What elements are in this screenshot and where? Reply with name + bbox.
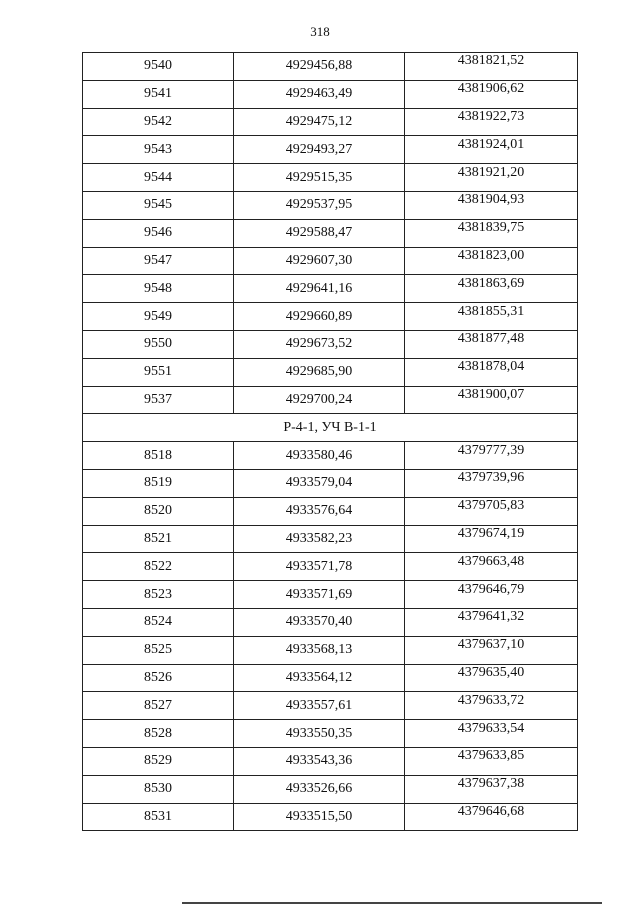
point-id-cell-value: 9541: [144, 86, 172, 102]
x-coordinate-cell-value: 4933568,13: [285, 642, 353, 658]
y-coordinate-cell-value: 4381921,20: [457, 164, 525, 180]
y-coordinate-cell: [405, 720, 578, 748]
point-id-cell-value: 8525: [144, 642, 172, 658]
y-coordinate-cell: [405, 497, 578, 525]
point-id-cell: [83, 191, 234, 219]
point-id-cell: [83, 720, 234, 748]
point-id-cell: [83, 80, 234, 108]
y-coordinate-cell-value: 4381906,62: [457, 81, 525, 97]
table-row: [83, 80, 578, 108]
point-id-cell-value: 8520: [144, 503, 172, 519]
point-id-cell: [83, 275, 234, 303]
y-coordinate-cell: [405, 747, 578, 775]
point-id-cell: [83, 497, 234, 525]
x-coordinate-cell: [234, 747, 405, 775]
table-row: [83, 720, 578, 748]
table-row: [83, 608, 578, 636]
x-coordinate-cell-value: 4933570,40: [285, 614, 353, 630]
y-coordinate-cell-value: 4379633,54: [457, 720, 525, 736]
point-id-cell-value: 9543: [144, 141, 172, 157]
point-id-cell: [83, 442, 234, 470]
y-coordinate-cell-value: 4381878,04: [457, 359, 525, 375]
point-id-cell: [83, 136, 234, 164]
x-coordinate-cell: [234, 191, 405, 219]
x-coordinate-cell: [234, 136, 405, 164]
x-coordinate-cell-value: 4929588,47: [285, 225, 353, 241]
y-coordinate-cell-value: 4381823,00: [457, 247, 525, 263]
y-coordinate-cell: [405, 469, 578, 497]
section-header-row: [83, 414, 578, 442]
point-id-cell-value: 8531: [144, 808, 172, 824]
y-coordinate-cell: [405, 219, 578, 247]
point-id-cell: [83, 608, 234, 636]
point-id-cell-value: 8528: [144, 725, 172, 741]
x-coordinate-cell-value: 4929515,35: [285, 169, 353, 185]
page-number: 318: [310, 24, 330, 39]
y-coordinate-cell: [405, 386, 578, 414]
x-coordinate-cell: [234, 358, 405, 386]
point-id-cell: [83, 636, 234, 664]
x-coordinate-cell: [234, 108, 405, 136]
x-coordinate-cell: [234, 219, 405, 247]
point-id-cell: [83, 525, 234, 553]
x-coordinate-cell-value: 4929475,12: [285, 113, 353, 129]
point-id-cell: [83, 108, 234, 136]
y-coordinate-cell: [405, 136, 578, 164]
y-coordinate-cell: [405, 442, 578, 470]
y-coordinate-cell: [405, 247, 578, 275]
y-coordinate-cell-value: 4379646,79: [457, 581, 525, 597]
point-id-cell-value: 8523: [144, 586, 172, 602]
table-row: [83, 525, 578, 553]
x-coordinate-cell-value: 4929660,89: [285, 308, 353, 324]
point-id-cell: [83, 692, 234, 720]
x-coordinate-cell: [234, 664, 405, 692]
table-row: [83, 53, 578, 81]
point-id-cell-value: 8524: [144, 614, 172, 630]
y-coordinate-cell-value: 4379635,40: [457, 664, 525, 680]
x-coordinate-cell-value: 4929641,16: [285, 280, 353, 296]
point-id-cell: [83, 164, 234, 192]
y-coordinate-cell: [405, 164, 578, 192]
y-coordinate-cell: [405, 108, 578, 136]
y-coordinate-cell: [405, 553, 578, 581]
table-row: [83, 747, 578, 775]
y-coordinate-cell-value: 4381900,07: [457, 386, 525, 402]
y-coordinate-cell-value: 4381904,93: [457, 192, 525, 208]
y-coordinate-cell: [405, 53, 578, 81]
table-row: [83, 692, 578, 720]
y-coordinate-cell-value: 4379637,38: [457, 776, 525, 792]
y-coordinate-cell: [405, 330, 578, 358]
y-coordinate-cell: [405, 775, 578, 803]
y-coordinate-cell-value: 4381821,52: [457, 53, 525, 69]
table-row: [83, 108, 578, 136]
table-row: [83, 275, 578, 303]
point-id-cell: [83, 358, 234, 386]
point-id-cell: [83, 53, 234, 81]
y-coordinate-cell: [405, 581, 578, 609]
y-coordinate-cell: [405, 636, 578, 664]
table-row: [83, 581, 578, 609]
x-coordinate-cell-value: 4933571,78: [285, 558, 353, 574]
point-id-cell-value: 8529: [144, 753, 172, 769]
y-coordinate-cell: [405, 303, 578, 331]
x-coordinate-cell-value: 4929493,27: [285, 141, 353, 157]
x-coordinate-cell-value: 4929607,30: [285, 252, 353, 268]
table-row: [83, 553, 578, 581]
point-id-cell: [83, 553, 234, 581]
x-coordinate-cell: [234, 692, 405, 720]
x-coordinate-cell-value: 4933582,23: [285, 530, 353, 546]
point-id-cell-value: 9549: [144, 308, 172, 324]
x-coordinate-cell: [234, 581, 405, 609]
x-coordinate-cell-value: 4929537,95: [285, 197, 353, 213]
point-id-cell: [83, 469, 234, 497]
point-id-cell-value: 9548: [144, 280, 172, 296]
point-id-cell-value: 9547: [144, 252, 172, 268]
x-coordinate-cell: [234, 636, 405, 664]
point-id-cell-value: 9542: [144, 113, 172, 129]
x-coordinate-cell-value: 4929463,49: [285, 86, 353, 102]
point-id-cell: [83, 664, 234, 692]
y-coordinate-cell-value: 4379777,39: [457, 442, 525, 458]
x-coordinate-cell-value: 4933526,66: [285, 781, 353, 797]
y-coordinate-cell-value: 4379641,32: [457, 609, 525, 625]
x-coordinate-cell: [234, 608, 405, 636]
coordinates-table: [82, 52, 578, 831]
table-row: [83, 330, 578, 358]
y-coordinate-cell-value: 4381855,31: [457, 303, 525, 319]
point-id-cell-value: 9551: [144, 364, 172, 380]
table-row: [83, 775, 578, 803]
x-coordinate-cell-value: 4933557,61: [285, 697, 353, 713]
y-coordinate-cell-value: 4381863,69: [457, 275, 525, 291]
x-coordinate-cell: [234, 275, 405, 303]
x-coordinate-cell: [234, 330, 405, 358]
point-id-cell-value: 8530: [144, 781, 172, 797]
table-row: [83, 136, 578, 164]
point-id-cell-value: 8521: [144, 530, 172, 546]
point-id-cell-value: 8527: [144, 697, 172, 713]
y-coordinate-cell: [405, 358, 578, 386]
x-coordinate-cell: [234, 386, 405, 414]
x-coordinate-cell: [234, 525, 405, 553]
point-id-cell: [83, 247, 234, 275]
y-coordinate-cell-value: 4379633,72: [457, 692, 525, 708]
x-coordinate-cell-value: 4933515,50: [285, 808, 353, 824]
table-row: [83, 219, 578, 247]
x-coordinate-cell: [234, 442, 405, 470]
table-row: [83, 191, 578, 219]
table-row: [83, 358, 578, 386]
table-row: [83, 803, 578, 831]
x-coordinate-cell-value: 4933580,46: [285, 447, 353, 463]
x-coordinate-cell: [234, 497, 405, 525]
table-row: [83, 664, 578, 692]
point-id-cell: [83, 219, 234, 247]
x-coordinate-cell: [234, 247, 405, 275]
y-coordinate-cell: [405, 525, 578, 553]
x-coordinate-cell-value: 4929673,52: [285, 336, 353, 352]
point-id-cell-value: 8526: [144, 669, 172, 685]
x-coordinate-cell-value: 4929456,88: [285, 58, 353, 74]
table-row: [83, 303, 578, 331]
table-row: [83, 164, 578, 192]
y-coordinate-cell-value: 4381877,48: [457, 331, 525, 347]
x-coordinate-cell-value: 4933543,36: [285, 753, 353, 769]
x-coordinate-cell: [234, 803, 405, 831]
x-coordinate-cell-value: 4929700,24: [285, 391, 353, 407]
point-id-cell: [83, 581, 234, 609]
point-id-cell-value: 9544: [144, 169, 172, 185]
table-row: [83, 442, 578, 470]
point-id-cell-value: 9550: [144, 336, 172, 352]
table-row: [83, 497, 578, 525]
y-coordinate-cell: [405, 275, 578, 303]
y-coordinate-cell-value: 4379705,83: [457, 498, 525, 514]
point-id-cell-value: 8522: [144, 558, 172, 574]
y-coordinate-cell-value: 4381839,75: [457, 220, 525, 236]
table-row: [83, 469, 578, 497]
x-coordinate-cell-value: 4929685,90: [285, 364, 353, 380]
y-coordinate-cell: [405, 664, 578, 692]
x-coordinate-cell: [234, 164, 405, 192]
y-coordinate-cell: [405, 803, 578, 831]
x-coordinate-cell: [234, 720, 405, 748]
x-coordinate-cell: [234, 80, 405, 108]
x-coordinate-cell-value: 4933564,12: [285, 669, 353, 685]
section-title: Р-4-1, УЧ В-1-1: [83, 414, 578, 442]
point-id-cell: [83, 747, 234, 775]
y-coordinate-cell-value: 4379674,19: [457, 525, 525, 541]
y-coordinate-cell: [405, 80, 578, 108]
page-bottom-edge: [182, 902, 602, 904]
point-id-cell: [83, 303, 234, 331]
point-id-cell: [83, 803, 234, 831]
y-coordinate-cell-value: 4381922,73: [457, 108, 525, 124]
point-id-cell-value: 8519: [144, 475, 172, 491]
x-coordinate-cell-value: 4933576,64: [285, 503, 353, 519]
y-coordinate-cell-value: 4379637,10: [457, 637, 525, 653]
point-id-cell-value: 9537: [144, 391, 172, 407]
y-coordinate-cell: [405, 608, 578, 636]
x-coordinate-cell: [234, 53, 405, 81]
y-coordinate-cell-value: 4379646,68: [457, 803, 525, 819]
x-coordinate-cell-value: 4933571,69: [285, 586, 353, 602]
point-id-cell-value: 8518: [144, 447, 172, 463]
point-id-cell: [83, 386, 234, 414]
x-coordinate-cell: [234, 303, 405, 331]
x-coordinate-cell: [234, 553, 405, 581]
point-id-cell: [83, 775, 234, 803]
x-coordinate-cell: [234, 775, 405, 803]
y-coordinate-cell-value: 4379739,96: [457, 470, 525, 486]
table-row: [83, 386, 578, 414]
y-coordinate-cell: [405, 692, 578, 720]
table-row: [83, 636, 578, 664]
point-id-cell-value: 9546: [144, 225, 172, 241]
point-id-cell: [83, 330, 234, 358]
y-coordinate-cell: [405, 191, 578, 219]
x-coordinate-cell-value: 4933550,35: [285, 725, 353, 741]
coordinates-table-body: [83, 53, 578, 831]
x-coordinate-cell: [234, 469, 405, 497]
y-coordinate-cell-value: 4381924,01: [457, 136, 525, 152]
y-coordinate-cell-value: 4379663,48: [457, 553, 525, 569]
y-coordinate-cell-value: 4379633,85: [457, 748, 525, 764]
x-coordinate-cell-value: 4933579,04: [285, 475, 353, 491]
table-row: [83, 247, 578, 275]
point-id-cell-value: 9545: [144, 197, 172, 213]
point-id-cell-value: 9540: [144, 58, 172, 74]
